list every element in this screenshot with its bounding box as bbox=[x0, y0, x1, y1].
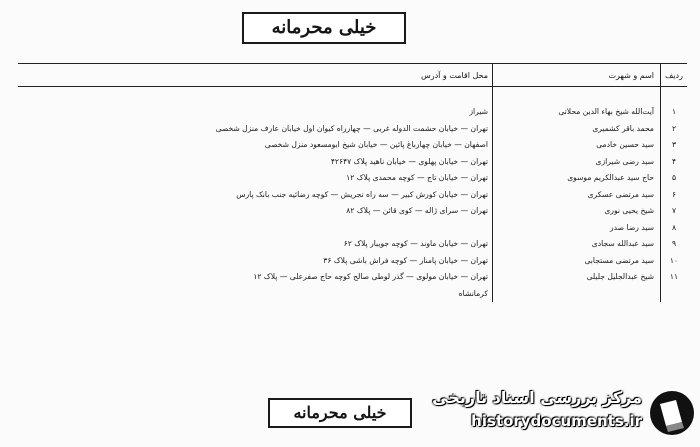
table-body bbox=[18, 87, 687, 302]
row-address: شیراز bbox=[469, 107, 488, 117]
row-num: ۹ bbox=[661, 236, 688, 253]
row-name: شیخ یحیی نوری bbox=[493, 203, 661, 220]
table-row bbox=[18, 186, 687, 203]
row-address: تهران — خیابان کورش کبیر — سه راه تجریش — کوچه رضائیه جنب بانک پارس bbox=[236, 189, 488, 199]
watermark-url: historydocuments.ir bbox=[471, 412, 642, 430]
row-name: آیت‌الله شیخ بهاء الدین محلاتی bbox=[493, 104, 661, 121]
row-address: تهران — خیابان پهلوی — خیابان ناهید پلاک ۴۲۶۴۷ bbox=[330, 156, 488, 166]
archive-logo-icon bbox=[646, 388, 698, 438]
row-num: ۵ bbox=[661, 170, 688, 187]
row-name: سید مرتضی عسکری bbox=[493, 186, 661, 203]
table-row bbox=[18, 170, 687, 187]
row-address: اصفهان — خیابان چهارباغ پائین — خیابان شیخ ابومسعود منزل شخصی bbox=[264, 140, 488, 150]
row-name: سید رضا صدر bbox=[493, 219, 661, 236]
row-num: ۴ bbox=[661, 153, 688, 170]
row-name: سید مرتضی مستجابی bbox=[493, 252, 661, 269]
row-name bbox=[493, 285, 661, 302]
row-num: ۶ bbox=[661, 186, 688, 203]
table-row bbox=[18, 285, 687, 302]
table-row bbox=[18, 252, 687, 269]
row-address: تهران — خیابان مولوی — گذر لوطی صالح کوچه حاج صفرعلی — پلاک ۱۲ bbox=[253, 272, 488, 282]
table-row bbox=[18, 153, 687, 170]
table-row bbox=[18, 219, 687, 236]
header-name: اسم و شهرت bbox=[493, 64, 661, 87]
row-address: تهران — خیابان ماوند — کوچه جویبار پلاک ۶۲ bbox=[343, 239, 488, 249]
spacer-row bbox=[18, 87, 687, 104]
row-num: ۲ bbox=[661, 120, 688, 137]
row-address bbox=[18, 219, 493, 236]
row-name: سید عبدالله سجادی bbox=[493, 236, 661, 253]
row-num: ۱ bbox=[661, 104, 688, 121]
row-name: محمد باقر کشمیری bbox=[493, 120, 661, 137]
row-num: ۸ bbox=[661, 219, 688, 236]
row-num: ۱۰ bbox=[661, 252, 688, 269]
row-address: تهران — خیابان پامنار — کوچه فراش باشی پلاک ۳۶ bbox=[323, 255, 488, 265]
row-name: حاج سید عبدالکریم موسوی bbox=[493, 170, 661, 187]
watermark-title: مرکز بررسی اسناد تاریخی bbox=[432, 388, 642, 407]
table-row bbox=[18, 236, 687, 253]
table-row bbox=[18, 104, 687, 121]
header-num: ردیف bbox=[661, 64, 688, 87]
row-name: سید رضی شیرازی bbox=[493, 153, 661, 170]
row-address: تهران — سرای ژاله — کوی قائن — پلاک ۸۲ bbox=[346, 206, 488, 216]
row-name: شیخ عبدالجلیل جلیلی bbox=[493, 269, 661, 286]
header-address: محل اقامت و آدرس bbox=[18, 64, 493, 87]
table-row bbox=[18, 137, 687, 154]
table-row bbox=[18, 203, 687, 220]
row-address: تهران — خیابان تاج — کوچه محمدی پلاک ۱۲ bbox=[346, 173, 488, 183]
watermark bbox=[428, 384, 698, 442]
table-header-row bbox=[18, 64, 687, 87]
row-num: ۱۱ bbox=[661, 269, 688, 286]
bottom-confidential-stamp: خیلی محرمانه bbox=[268, 398, 412, 428]
top-confidential-stamp: خیلی محرمانه bbox=[242, 12, 406, 44]
row-name: سید حسین خادمی bbox=[493, 137, 661, 154]
row-num bbox=[661, 285, 688, 302]
table-row bbox=[18, 269, 687, 286]
row-num: ۷ bbox=[661, 203, 688, 220]
document-table bbox=[18, 63, 687, 302]
row-num: ۳ bbox=[661, 137, 688, 154]
row-address: تهران — خیابان حشمت الدوله غربی — چهارراه کیوان اول خیابان عارف منزل شخصی bbox=[215, 123, 488, 133]
table-row bbox=[18, 120, 687, 137]
row-address: کرمانشاه bbox=[458, 288, 488, 298]
